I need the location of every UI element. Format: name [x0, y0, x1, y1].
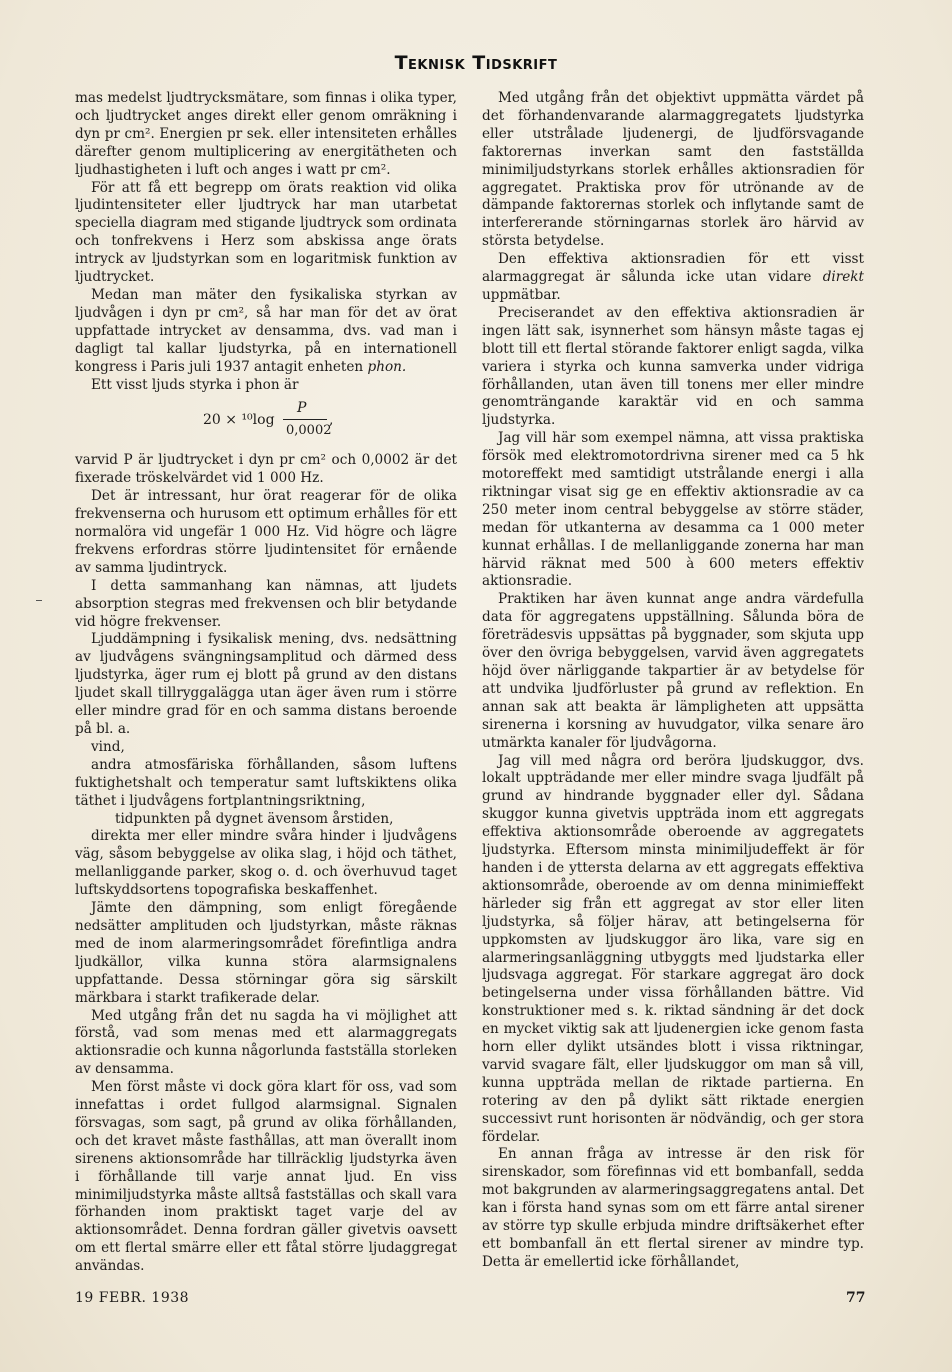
phon-formula: [75, 400, 457, 444]
emphasis-text: phon.: [367, 358, 407, 375]
formula-numerator: P: [297, 400, 307, 417]
issue-date: 19 FEBR. 1938: [75, 1290, 190, 1306]
paragraph: varvid P är ljudtrycket i dyn pr cm² och 0,0002 är det fixerade tröskelvärdet vid 1 000 Hz.: [75, 452, 457, 487]
paragraph: Men först måste vi dock göra klart för oss, vad som innefattas i ordet fullgod alarmsignal. Signalen försvagas, som sagt, på grund av olika förhållanden, och det kravet måste fasthållas, att man överallt inom sirenens aktionsområde har tillräcklig ljudstyrka även i förhållande till varje annat ljud. En viss minimiljudstyrka måste alltså fastställas och skall vara förhanden inom praktiskt taget varje del av aktionsområdet. Denna fordran gäller givetvis oavsett om ett flertal smärre eller ett fåtal större ljudaggregat användas.: [75, 1079, 457, 1275]
paragraph: Praktiken har även kunnat ange andra värdefulla data för aggregatens uppställning. Sålunda böra de företrädesvis uppsättas på byggnader, som skjuta upp över den övriga bebyggelsen, varvid även aggregatets höjd över närliggande takpartier är av betydelse för att undvika ljudförluster på grund av reflektion. En annan sak att beakta är lämpligheten att uppsätta sirenerna i korsning av huvudgator, vilka senare äro utmärkta kanaler för ljudvågorna.: [482, 591, 864, 751]
paragraph-text: uppmätbar.: [482, 286, 561, 303]
paragraph-text: Den effektiva aktionsradien för ett visst alarmaggregat är sålunda icke utan vidare: [482, 251, 864, 286]
paragraph: En annan fråga av intresse är den risk för sirenskador, som förefinnas vid ett bombanfall, sedda mot bakgrunden av alarmeringsaggregatens antal. Det kan i första hand synas som om ett färre antal sirener av större typ skulle erbjuda mindre driftsäkerhet efter ett bombanfall än ett flertal sirener av mindre typ. Detta är emellertid icke förhållandet,: [482, 1146, 864, 1270]
paragraph: Med utgång från det nu sagda ha vi möjlighet att förstå, vad som menas med ett alarmaggregats aktionsradie och kunna någorlunda fastställa storleken av densamma.: [75, 1007, 457, 1078]
right-column: [482, 90, 864, 1272]
paragraph: Ljuddämpning i fysikalisk mening, dvs. nedsättning av ljudvågens svängningsamplitud och därmed dess ljudstyrka, äger rum ej blott på grund av den distans ljudet skall tillryggalägga utan äger även rum i större eller mindre grad för en och samma distans beroende på bl. a.: [75, 631, 457, 737]
left-column: [75, 90, 457, 1276]
paragraph: I detta sammanhang kan nämnas, att ljudets absorption stegras med frekvensen och blir betydande vid högre frekvenser.: [75, 577, 457, 630]
paragraph: mas medelst ljudtrycksmätare, som finnas i olika typer, och ljudtrycket anges direkt eller genom omräkning i dyn pr cm². Energien pr sek. eller intensiteten erhålles därefter genom multiplicering av energitätheten och ljudhastigheten i luft och anges i watt pr cm².: [75, 90, 457, 178]
margin-mark: [36, 600, 42, 601]
formula-denominator: 0,0002: [286, 423, 332, 439]
paragraph: Det är intressant, hur örat reagerar för de olika frekvenserna och hurusom ett optimum erhålles för ett normalöra vid ungefär 1 000 Hz. Vid högre och lägre frekvens erfordras större ljudintensitet för ernående av samma ljudintryck.: [75, 488, 457, 576]
list-item: tidpunkten på dygnet ävensom årstiden,: [115, 810, 394, 827]
journal-header: Teknisk Tidskrift: [394, 52, 558, 74]
paragraph-text: Medan man mäter den fysikaliska styrkan av ljudvågen i dyn pr cm², så har man för det av örat uppfattade intrycket av densamma, dvs. vad man i dagligt tal kallar ljudstyrka, på en internationell kongress i Paris juli 1937 antagit enheten: [75, 286, 457, 375]
fraction-bar: [283, 419, 327, 420]
paragraph: Ett visst ljuds styrka i phon är: [91, 376, 299, 393]
paragraph: Med utgång från det objektivt uppmätta värdet på det förhandenvarande alarmaggregatets ljudstyrka eller utstrålade ljudenergi, de ljudförsvagande faktorernas inverkan samt den fastställda minimiljudstyrkans storlek erhålles aktionsradien för aggregatet. Praktiska prov för utrönande av de dämpande faktorernas storlek och inflytande samt de interfererande störningarnas storlek äro härvid av största betydelse.: [482, 90, 864, 250]
formula-base: 20 × ¹⁰log: [203, 412, 275, 429]
paragraph: [482, 251, 864, 305]
paragraph: Jag vill här som exempel nämna, att vissa praktiska försök med elektromotordrivna sirener med ca 5 hk motoreffekt med samtidigt utstrålande energi i alla riktningar visat sig ge en effektiv aktionsradie av ca 250 meter inom central bebyggelse av större städer, medan för utkanterna av desamma ca 1 000 meter kunnat erhållas. I de mellanliggande zonerna har man härvid räknat med 500 à 600 meters effektiv aktionsradie.: [482, 430, 864, 590]
formula-comma: ,: [329, 412, 334, 429]
list-item: direkta mer eller mindre svåra hinder i ljudvågens väg, såsom bebyggelse av olika slag, i höjd och täthet, mellanliggande parker, skog o. d. och överhuvud taget luftskyddsortens topografiska beskaffenhet.: [75, 828, 457, 899]
page-number: 77: [846, 1290, 866, 1306]
paragraph: Jag vill med några ord beröra ljudskuggor, dvs. lokalt uppträdande mer eller mindre svaga ljudfält på grund av hindrande byggnader eller dyl. Sådana skuggor kunna givetvis uppträda inom ett aggregats effektiva aktionsområde oberoende av aggregatets ljudstyrka. Eftersom minsta minimiljudeffekt är för handen i de yttersta delarna av ett aggregats effektiva aktionsområde, oberoende av om denna minimieffekt härleder sig från ett aggregat av stor eller liten ljudstyrka, så följer härav, att betingelserna för uppkomsten av ljudskuggor äro lika, vare sig en alarmeringsanläggning utbyggts med ljudstarka eller ljudsvaga aggregat. För starkare aggregat äro dock betingelserna under vissa förhållanden bättre. Vid konstruktioner med s. k. riktad sändning är det dock en mycket viktig sak att ljudenergien icke genom fasta horn eller dylikt utsändes blott i vissa riktningar, varvid svagare fält, eller ljudskuggor om man så vill, kunna uppträda mellan de riktade partierna. En rotering av den på dylikt sätt riktade energien successivt runt horisonten är nödvändig, och ger stora fördelar.: [482, 752, 864, 1145]
paragraph: Jämte den dämpning, som enligt föregående nedsätter amplituden och ljudstyrkan, måste räknas med de inom alarmeringsområdet förefintliga andra ljudkällor, vilka kunna störa alarmsignalens uppfattande. Dessa störningar göra sig särskilt märkbara i starkt trafikerade delar.: [75, 900, 457, 1006]
list-item: andra atmosfäriska förhållanden, såsom luftens fuktighetshalt och temperatur samt luftskiktens olika täthet i ljudvågens fortplantningsriktning,: [75, 756, 457, 809]
paragraph: För att få ett begrepp om örats reaktion vid olika ljudintensiteter eller ljudtryck har man utarbetat speciella diagram med stigande ljudtryck som ordinata och tonfrekvens i Herz som abskissa ange örats intryck av ljudstyrkan som en logaritmisk funktion av ljudtrycket.: [75, 179, 457, 286]
emphasis-text: direkt: [822, 269, 864, 286]
paragraph: [75, 287, 457, 377]
list-item: vind,: [91, 738, 125, 755]
paragraph: Preciserandet av den effektiva aktionsradien är ingen lätt sak, isynnerhet som hänsyn måste tagas ej blott till ett flertal störande faktorer enligt sagda, vilka variera i styrka och kunna samverka under vidriga förhållanden, utan även till tonens mer eller mindre genomträngande karaktär vid en och samma ljudstyrka.: [482, 304, 864, 429]
